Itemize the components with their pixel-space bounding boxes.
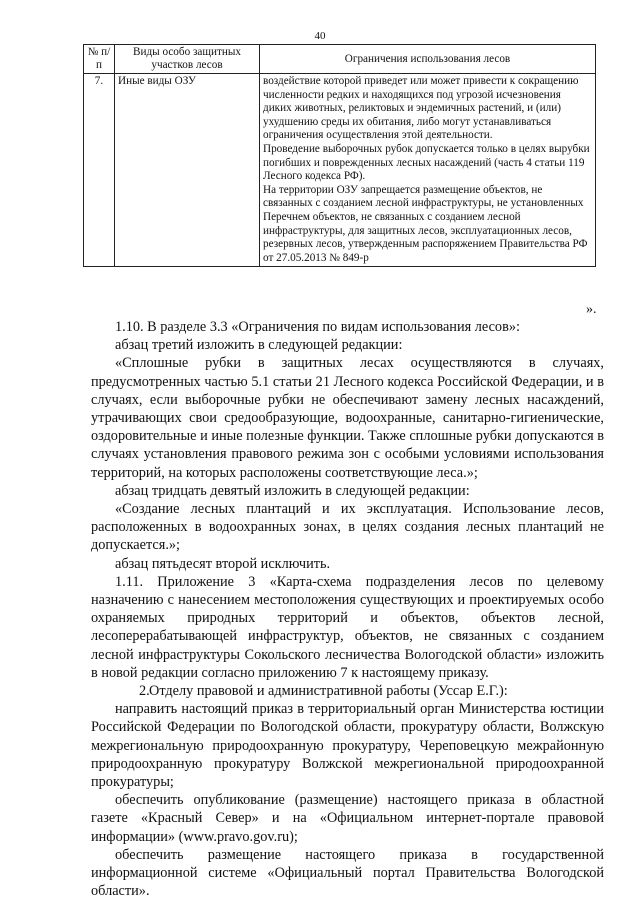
table-header-row — [84, 45, 596, 74]
paragraph: абзац третий изложить в следующей редакции: — [115, 337, 403, 354]
row-num: 7. — [84, 74, 115, 267]
restrictions-table — [83, 44, 596, 267]
row-type: Иные виды ОЗУ — [115, 74, 260, 267]
paragraph: обеспечить опубликование (размещение) настоящего приказа в областной газете «Красный Север» и на «Официальном интернет-портале правовой информации» (www.pravo.gov.ru); — [91, 792, 604, 845]
item-2-number: 2. — [139, 683, 150, 700]
row-restriction — [260, 74, 596, 267]
restriction-text-1: воздействие которой приведет или может привести к сокращению численности редких и находящихся под угрозой исчезновения диких животных, реликтовых и эндемичных растений, и (или) ухудшению среды их обитания, либо могут устанавливаться ограничения осуществления этой деятельности. — [263, 75, 579, 142]
paragraph: абзац тридцать девятый изложить в следующей редакции: — [115, 482, 470, 499]
header-restriction: Ограничения использования лесов — [260, 45, 596, 74]
table-closing-mark: ». — [586, 302, 597, 317]
restriction-text-3: На территории ОЗУ запрещается размещение объектов, не связанных с созданием лесной инфраструктуры, не установленных Перечнем объектов, не связанных с созданием лесной инфраструктуры, для защитных лесов, эксплуатационных лесов, резервных лесов, утвержденным распоряжением Правительства РФ от 27.05.2013 № 849-р — [263, 183, 588, 264]
table-row — [84, 74, 596, 267]
item-2 — [91, 682, 604, 700]
paragraph: абзац пятьдесят второй исключить. — [115, 555, 331, 572]
paragraph: 1.11. Приложение 3 «Карта-схема подразделения лесов по целевому назначению с нанесением местоположения существующих и проектируемых особо охраняемых природных территорий и объектов, объектов лесной, лесоперерабатывающей инфраструктур, объектов, не связанных с созданием лесной инфраструктуры Сокольского лесничества Вологодской области» изложить в новой редакции согласно приложению 7 к настоящему приказу. — [91, 573, 604, 681]
restriction-text-2: Проведение выборочных рубок допускается только в целях вырубки погибших и поврежденных лесных насаждений (часть 4 статьи 119 Лесного кодекса РФ). — [263, 142, 590, 183]
header-type: Виды особо защитных участков лесов — [115, 45, 260, 74]
paragraph: направить настоящий приказ в территориальный орган Министерства юстиции Российской Федерации по Вологодской области, прокуратуру области, Волжскую межрегиональную природоохранную прокуратуру, Череповецкую межрайонную природоохранную прокуратуру Волжской межрегиональной природоохранной прокуратуры; — [91, 701, 604, 791]
paragraph: 1.10. В разделе 3.3 «Ограничения по видам использования лесов»: — [115, 319, 520, 335]
page-number: 40 — [314, 30, 326, 42]
paragraph: «Создание лесных плантаций и их эксплуатация. Использование лесов, расположенных в водоохранных зонах, в целях создания лесных плантаций не допускается.»; — [91, 501, 604, 554]
paragraph: обеспечить размещение настоящего приказа в государственной информационной системе «Официальный портал Правительства Вологодской области». — [91, 846, 604, 900]
document-body — [91, 318, 604, 901]
paragraph: «Сплошные рубки в защитных лесах осуществляются в случаях, предусмотренных частью 5.1 статьи 21 Лесного кодекса Российской Федерации, и в случаях, если выборочные рубки не обеспечивают замену лесных насаждений, утрачивающих свои средообразующие, водоохранные, санитарно-гигиенические, оздоровительные и иные полезные функции. Также сплошные рубки допускаются в случаях установления правового режима зон с особыми условиями использования территорий, на которых расположены соответствующие леса.»; — [91, 355, 604, 481]
item-2-text: Отделу правовой и административной работы (Уссар Е.Г.): — [149, 683, 508, 700]
header-num: № п/п — [84, 45, 115, 74]
